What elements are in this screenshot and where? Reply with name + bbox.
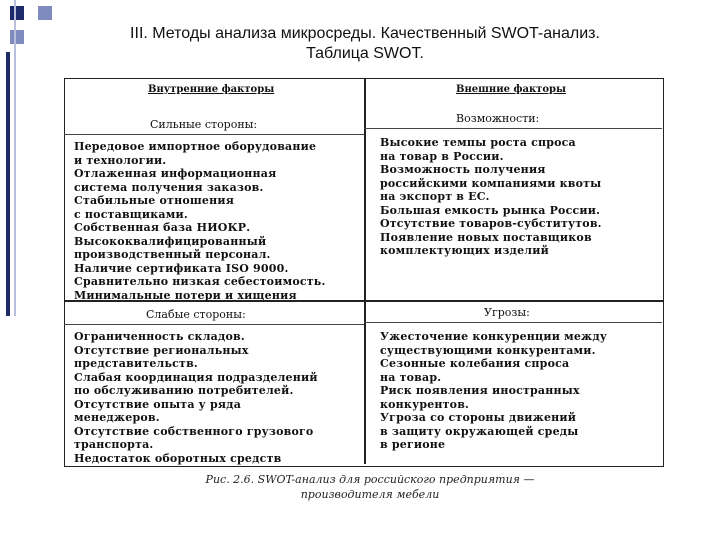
weaknesses-line: Недостаток оборотных средств: [74, 451, 282, 465]
threats-line: конкурентов.: [380, 397, 470, 411]
weaknesses-line: Отсутствие региональных: [74, 343, 249, 357]
weaknesses-line: Слабая координация подразделений: [74, 370, 318, 384]
threats-line: Ужесточение конкуренции между: [380, 330, 608, 343]
threats-line: на товар.: [380, 370, 442, 384]
opportunities-line: Большая емкость рынка России.: [380, 203, 601, 217]
slide-title-line-2: Таблица SWOT.: [306, 45, 424, 62]
threats-line: Угроза со стороны движений: [380, 411, 577, 424]
threats-line: Сезонные колебания спроса: [380, 357, 570, 370]
opportunities-rule: [364, 128, 662, 129]
opportunities-line: Высокие темпы роста спроса: [380, 136, 576, 149]
strengths-line: Наличие сертификата ISO 9000.: [74, 261, 289, 275]
strengths-line: Отлаженная информационная: [74, 167, 277, 180]
slide-decor-square-light-lower: [10, 30, 24, 44]
opportunities-line: на товар в России.: [380, 149, 504, 163]
strengths-line: система получения заказов.: [74, 180, 264, 194]
weaknesses-line: Отсутствие опыта у ряда: [74, 397, 242, 411]
strengths-line: Высококвалифицированный: [74, 234, 267, 248]
opportunities-label: Возможности:: [456, 112, 540, 125]
opportunities-line: комплектующих изделий: [380, 244, 549, 257]
opportunities-line: Возможность получения: [380, 163, 546, 176]
figure-caption-line-1: Рис. 2.6. SWOT-анализ для российского предприятия —: [205, 473, 535, 486]
opportunities-line: Отсутствие товаров-субститутов.: [380, 217, 602, 230]
threats-line: в защиту окружающей среды: [380, 424, 579, 438]
weaknesses-rule: [64, 324, 364, 325]
external-factors-header: Внешние факторы: [456, 84, 567, 95]
slide-title: [40, 24, 690, 64]
strengths-line: Минимальные потери и хищения: [74, 288, 297, 302]
slide-decor-square-dark: [10, 6, 24, 20]
strengths-line: с поставщиками.: [74, 207, 188, 221]
internal-factors-header: Внутренние факторы: [148, 84, 275, 95]
weaknesses-line: представительств.: [74, 357, 198, 370]
opportunities-list: [380, 136, 602, 258]
figure-caption-line-2: производителя мебели: [300, 488, 440, 501]
swot-column-divider: [364, 78, 366, 464]
strengths-line: производственный персонал.: [74, 248, 271, 261]
slide-decor-line-light: [14, 0, 16, 316]
strengths-line: Собственная база НИОКР.: [74, 221, 251, 234]
threats-list: [380, 330, 607, 452]
strengths-line: Передовое импортное оборудование: [74, 140, 317, 153]
threats-label: Угрозы:: [484, 306, 530, 319]
weaknesses-line: транспорта.: [74, 438, 154, 451]
strengths-line: и технологии.: [74, 153, 167, 167]
weaknesses-list: [74, 330, 318, 465]
strengths-label: Сильные стороны:: [150, 118, 258, 131]
swot-table-scan: [64, 78, 664, 470]
weaknesses-label: Слабые стороны:: [146, 308, 246, 321]
weaknesses-line: по обслуживанию потребителей.: [74, 384, 294, 397]
weaknesses-line: Ограниченность складов.: [74, 330, 245, 343]
opportunities-line: Появление новых поставщиков: [380, 230, 592, 244]
slide-decor-square-light: [38, 6, 52, 20]
threats-line: Риск появления иностранных: [380, 384, 580, 397]
threats-line: существующими конкурентами.: [380, 343, 596, 357]
slide-decor-line-dark: [6, 52, 10, 316]
opportunities-line: на экспорт в ЕС.: [380, 190, 490, 203]
strengths-line: Стабильные отношения: [74, 194, 235, 207]
strengths-rule: [64, 134, 364, 135]
strengths-list: [74, 140, 325, 302]
slide-title-line-1: III. Методы анализа микросреды. Качественный SWOT-анализ.: [130, 25, 600, 42]
weaknesses-line: Отсутствие собственного грузового: [74, 424, 314, 438]
opportunities-line: российскими компаниями квоты: [380, 176, 602, 190]
threats-line: в регионе: [380, 438, 446, 451]
strengths-line: Сравнительно низкая себестоимость.: [74, 275, 326, 288]
weaknesses-line: менеджеров.: [74, 411, 160, 424]
threats-rule: [364, 322, 662, 323]
figure-caption: [150, 472, 590, 502]
